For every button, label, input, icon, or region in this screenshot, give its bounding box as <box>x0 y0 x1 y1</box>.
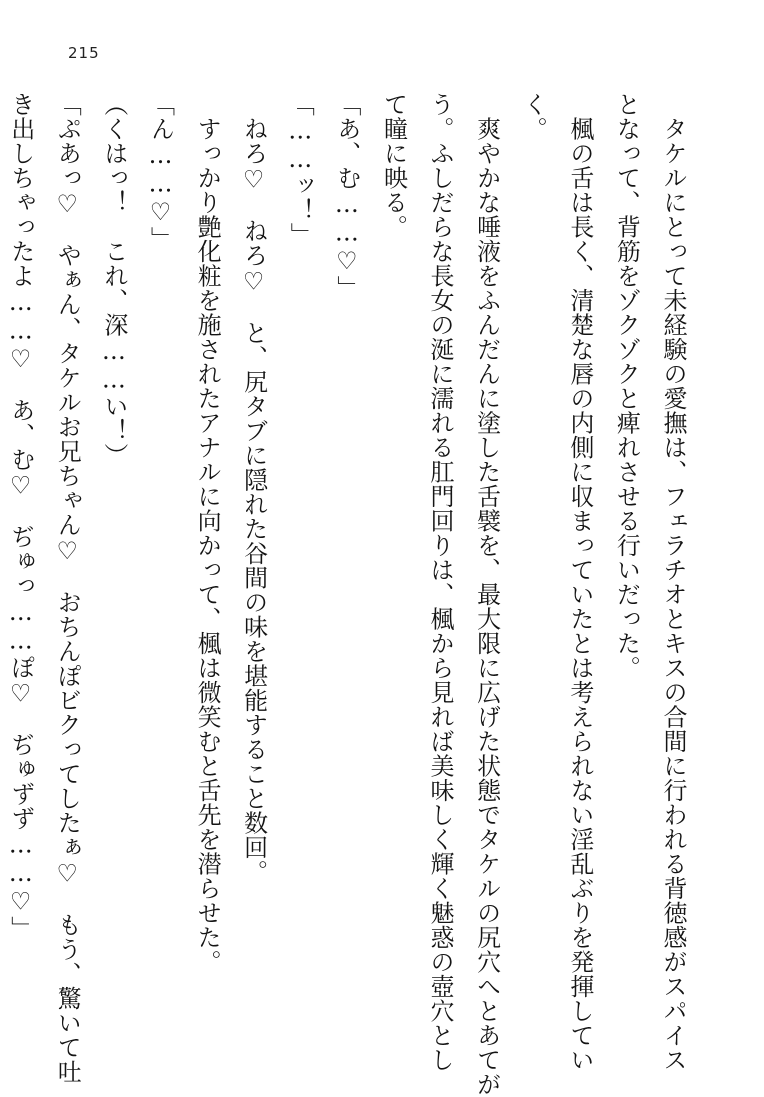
text-line: ねろ♡ ねろ♡ と、尻タブに隠れた谷間の味を堪能すること数回。 <box>239 92 268 884</box>
text-line: 「……ッ！」 <box>286 92 315 247</box>
text-line: 「ん……♡」 <box>146 92 175 251</box>
text-line: すっかり艶化粧を施されたアナルに向かって、楓は微笑むと舌先を潜らせた。 <box>193 92 222 974</box>
page-number: 215 <box>68 44 100 62</box>
text-line: て瞳に映る。 <box>379 92 408 239</box>
text-line: 「ぷあっ♡ やぁん、タケルお兄ちゃん♡ おちんぽビクってしたぁ♡ もう、驚いて吐 <box>53 92 82 1084</box>
body-text <box>0 92 696 1097</box>
text-line: となって、背筋をゾクゾクと痺れさせる行いだった。 <box>612 92 641 680</box>
text-line: （くはっ！ これ、深……い！） <box>99 92 128 468</box>
text-line: 「あ、む……♡」 <box>332 92 361 300</box>
text-line: う。ふしだらな長女の涎に濡れる肛門回りは、楓から見れば美味しく輝く魅惑の壺穴とし <box>426 92 455 1072</box>
text-line: タケルにとって未経験の愛撫は、フェラチオとキスの合間に行われる背徳感がスパイス <box>659 92 687 1072</box>
text-line: 爽やかな唾液をふんだんに塗した舌襞を、最大限に広げた状態でタケルの尻穴へとあてが <box>472 92 501 1097</box>
text-line: 楓の舌は長く、清楚な唇の内側に収まっていたとは考えられない淫乱ぶりを発揮してい <box>565 92 594 1072</box>
text-line: く。 <box>519 92 548 141</box>
text-line: き出しちゃったよ……♡ あ、む♡ ぢゅっ……ぽ♡ ぢゅずず……♡」 <box>6 92 35 941</box>
